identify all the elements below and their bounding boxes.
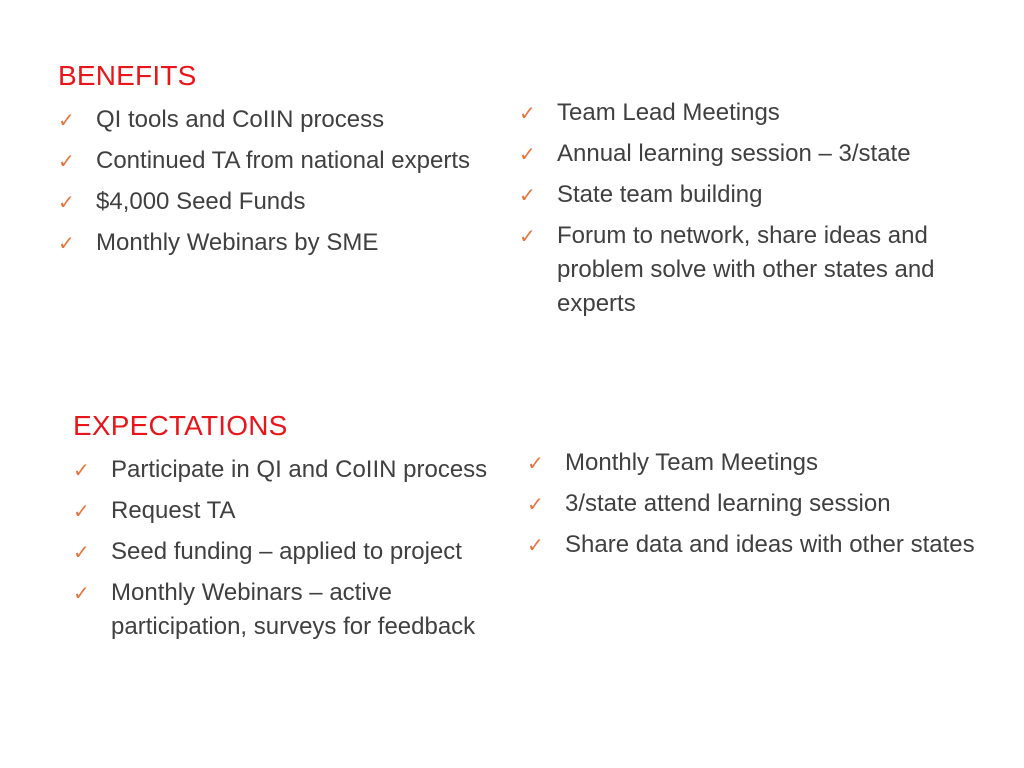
check-icon: ✓ bbox=[519, 101, 536, 125]
list-item-text: State team building bbox=[557, 181, 763, 208]
list-item bbox=[527, 446, 987, 480]
check-icon: ✓ bbox=[58, 108, 75, 132]
list-item-text: Participate in QI and CoIIN process bbox=[111, 456, 488, 483]
list-item bbox=[58, 144, 518, 178]
benefits-right-list bbox=[519, 96, 999, 328]
check-icon: ✓ bbox=[73, 458, 90, 482]
list-item bbox=[519, 96, 999, 130]
list-item bbox=[73, 576, 523, 644]
check-icon: ✓ bbox=[58, 149, 75, 173]
list-item bbox=[73, 535, 523, 569]
list-item bbox=[58, 226, 518, 260]
expectations-right-list bbox=[527, 446, 987, 569]
check-icon: ✓ bbox=[527, 492, 544, 516]
list-item-text: Forum to network, share ideas and problem solve with other states and experts bbox=[557, 222, 935, 317]
check-icon: ✓ bbox=[73, 540, 90, 564]
list-item bbox=[73, 453, 523, 487]
expectations-left-list bbox=[73, 453, 523, 651]
list-item bbox=[58, 185, 518, 219]
list-item bbox=[519, 219, 999, 321]
list-item-text: Team Lead Meetings bbox=[557, 99, 780, 126]
list-item-text: Monthly Team Meetings bbox=[565, 449, 819, 476]
list-item-text: Request TA bbox=[111, 497, 236, 524]
list-item-text: 3/state attend learning session bbox=[565, 490, 891, 517]
check-icon: ✓ bbox=[519, 142, 536, 166]
list-item-text: $4,000 Seed Funds bbox=[96, 188, 306, 215]
check-icon: ✓ bbox=[527, 451, 544, 475]
list-item bbox=[58, 103, 518, 137]
dashed-divider bbox=[10, 347, 1014, 357]
list-item bbox=[519, 178, 999, 212]
list-item-text: Continued TA from national experts bbox=[96, 147, 470, 174]
check-icon: ✓ bbox=[73, 499, 90, 523]
list-item bbox=[519, 137, 999, 171]
list-item bbox=[73, 494, 523, 528]
list-item-text: Annual learning session – 3/state bbox=[557, 140, 911, 167]
check-icon: ✓ bbox=[58, 231, 75, 255]
expectations-heading: EXPECTATIONS bbox=[73, 410, 288, 441]
list-item-text: Share data and ideas with other states bbox=[565, 531, 975, 558]
list-item bbox=[527, 487, 987, 521]
check-icon: ✓ bbox=[73, 581, 90, 605]
list-item bbox=[527, 528, 987, 562]
check-icon: ✓ bbox=[58, 190, 75, 214]
check-icon: ✓ bbox=[519, 224, 536, 248]
check-icon: ✓ bbox=[527, 533, 544, 557]
list-item-text: Monthly Webinars by SME bbox=[96, 229, 379, 256]
benefits-left-list bbox=[58, 103, 518, 267]
benefits-heading: BENEFITS bbox=[58, 60, 197, 91]
list-item-text: Seed funding – applied to project bbox=[111, 538, 462, 565]
list-item-text: Monthly Webinars – active participation, surveys for feedback bbox=[111, 579, 476, 640]
list-item-text: QI tools and CoIIN process bbox=[96, 106, 385, 133]
check-icon: ✓ bbox=[519, 183, 536, 207]
